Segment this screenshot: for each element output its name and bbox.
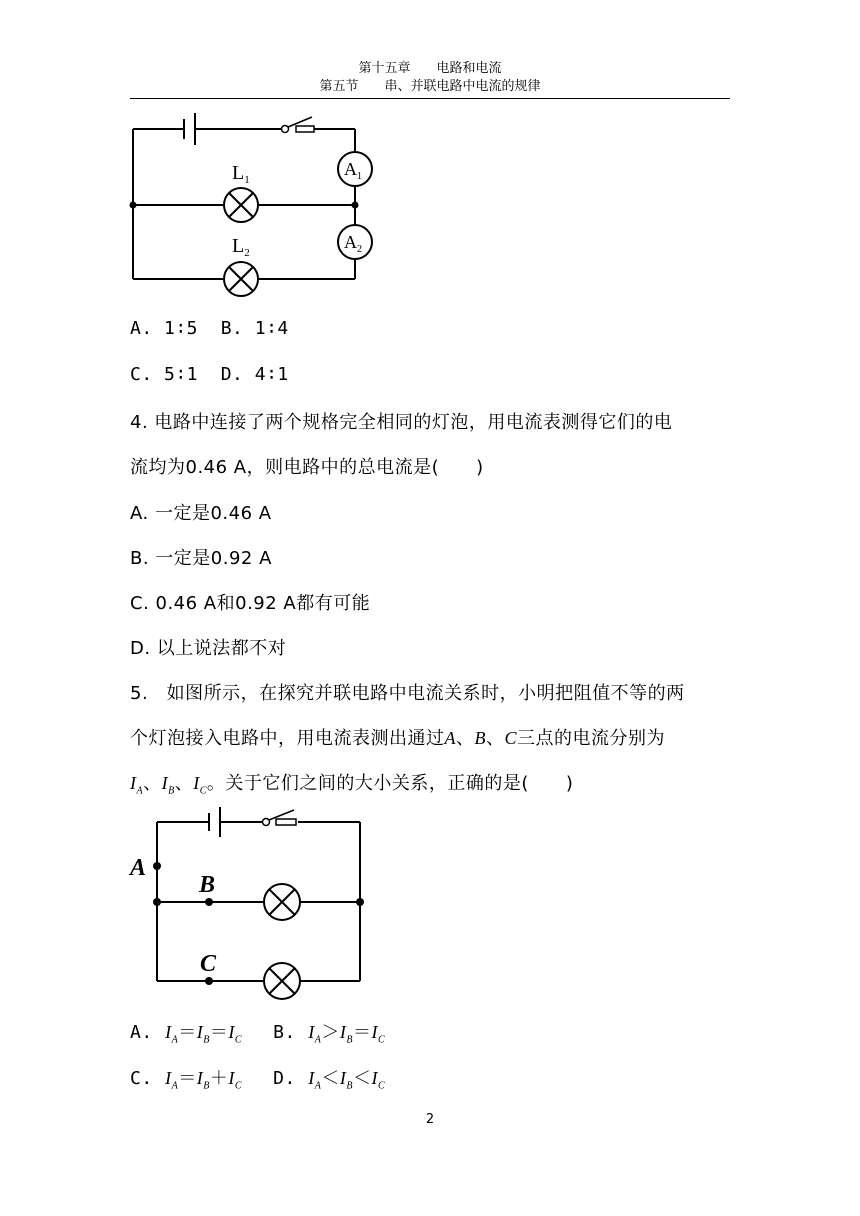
battery-icon-2 <box>209 807 220 837</box>
q3-option-c[interactable]: C. 5∶1 <box>130 364 199 385</box>
q5-stem-line1: 5. 如图所示，在探究并联电路中电流关系时，小明把阻值不等的两 <box>130 683 685 704</box>
q5-options-row1 <box>130 1018 385 1046</box>
q4-option-a[interactable]: A. 一定是0.46 A <box>130 503 272 524</box>
q3-option-a[interactable]: A. 1∶5 <box>130 318 199 339</box>
q5-stem-line3: $I_A$、$I_B$、$I_C$。关于它们之间的大小关系，正确的是( ) <box>130 773 574 797</box>
junction-dot-right-2 <box>356 898 364 906</box>
point-label-a: A <box>130 855 147 881</box>
q5-option-b[interactable]: B. $I_A>I_B=I_C$ <box>273 1022 386 1046</box>
q5-stem-line2: 个灯泡接入电路中，用电流表测出通过A、B、C三点的电流分别为 <box>130 728 666 749</box>
ammeter-label-a2: $A_2$ <box>344 232 362 255</box>
section-title: 第五节 串、并联电路中电流的规律 <box>319 79 541 94</box>
lamp-icon-c <box>264 963 300 999</box>
ammeter-label-a1: $A_1$ <box>344 159 362 182</box>
q4-stem-line2: 流均为0.46 A，则电路中的总电流是( ) <box>130 457 484 478</box>
q5-option-d[interactable]: D. $I_A<I_B<I_C$ <box>273 1068 386 1092</box>
q3-option-b[interactable]: B. 1∶4 <box>220 318 289 339</box>
q5-options-row2 <box>130 1064 385 1092</box>
point-dot-b <box>205 898 213 906</box>
q4-option-d[interactable]: D. 以上说法都不对 <box>130 638 287 659</box>
junction-dot-left-2 <box>153 898 161 906</box>
lamp-label-l1: $L_1$ <box>232 162 250 186</box>
q4-option-c[interactable]: C. 0.46 A和0.92 A都有可能 <box>130 593 371 614</box>
q5-option-a[interactable]: A. $I_A=I_B=I_C$ <box>130 1022 243 1046</box>
point-label-c: C <box>200 951 217 977</box>
q5-option-c[interactable]: C. $I_A=I_B+I_C$ <box>130 1068 243 1092</box>
q4-stem-line1: 4. 电路中连接了两个规格完全相同的灯泡，用电流表测得它们的电 <box>130 412 673 433</box>
lamp-label-l2: $L_2$ <box>232 235 250 259</box>
point-label-b: B <box>199 872 216 898</box>
lamp-icon-b <box>264 884 300 920</box>
q4-option-b[interactable]: B. 一定是0.92 A <box>130 548 272 569</box>
point-dot-c <box>205 977 213 985</box>
q3-option-d[interactable]: D. 4∶1 <box>220 364 289 385</box>
switch-icon-2 <box>263 810 297 826</box>
chapter-title: 第十五章 电路和电流 <box>358 61 502 76</box>
point-dot-a <box>153 862 161 870</box>
page-number: 2 <box>425 1112 435 1127</box>
